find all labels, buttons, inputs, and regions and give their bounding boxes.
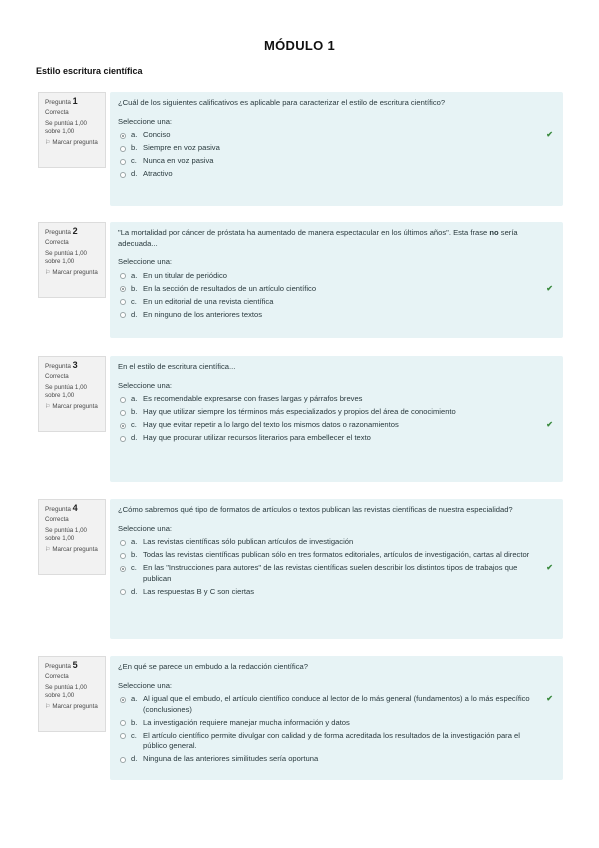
check-icon: ✔ xyxy=(546,563,553,572)
option-text: Ninguna de las anteriores similitudes sería oportuna xyxy=(143,754,319,763)
question-stem: ¿Cómo sabremos qué tipo de formatos de artículos o textos publican las revistas científicas de nuestra especialidad? xyxy=(118,505,513,514)
page-title: MÓDULO 1 xyxy=(263,38,335,53)
question-label: Pregunta xyxy=(45,229,71,236)
question-content xyxy=(110,499,563,639)
points-label: Se puntúa 1,00 sobre 1,00 xyxy=(45,250,87,265)
select-prompt: Seleccione una: xyxy=(118,380,173,390)
radio-button[interactable] xyxy=(120,720,126,726)
option-d[interactable] xyxy=(118,169,555,180)
option-text: En la sección de resultados de un artículo científico xyxy=(143,283,317,293)
option-d[interactable] xyxy=(118,310,555,321)
flag-question-link[interactable] xyxy=(45,546,100,554)
section-title: Estilo escritura científica xyxy=(36,66,143,76)
option-letter: d. xyxy=(131,169,138,178)
option-a[interactable] xyxy=(118,694,555,715)
select-prompt: Seleccione una: xyxy=(118,257,173,266)
question-stem: En el estilo de escritura científica... xyxy=(118,362,236,371)
question-label: Pregunta xyxy=(45,99,71,106)
select-prompt: Seleccione una: xyxy=(118,523,173,533)
status-label: Correcta xyxy=(45,373,69,380)
flag-icon: ⚐ xyxy=(45,270,51,276)
status-label: Correcta xyxy=(45,516,69,523)
option-d[interactable] xyxy=(118,754,555,765)
option-c[interactable] xyxy=(118,563,555,584)
radio-button[interactable] xyxy=(120,423,126,429)
flag-icon: ⚐ xyxy=(45,704,51,710)
radio-button[interactable] xyxy=(120,410,126,416)
radio-button[interactable] xyxy=(120,697,126,703)
question-label: Pregunta xyxy=(45,506,71,513)
option-text: En un editorial de una revista científica xyxy=(143,296,274,306)
status-label: Correcta xyxy=(45,673,69,680)
flag-label: Marcar pregunta xyxy=(52,703,98,710)
option-d[interactable] xyxy=(118,587,555,598)
status-label: Correcta xyxy=(45,109,69,116)
check-icon: ✔ xyxy=(546,130,553,139)
flag-question-link[interactable] xyxy=(45,269,100,277)
option-a[interactable] xyxy=(118,394,555,405)
option-text: Conciso xyxy=(143,130,171,139)
option-text: El artículo científico permite divulgar con calidad y de forma acreditada los resultados de la investigación para el público general. xyxy=(143,730,520,750)
option-b[interactable] xyxy=(118,718,555,729)
option-letter: b. xyxy=(131,283,138,293)
question-info xyxy=(38,356,106,432)
option-letter: c. xyxy=(131,420,137,429)
option-text: Nunca en voz pasiva xyxy=(143,156,214,165)
radio-button[interactable] xyxy=(120,312,126,318)
option-a[interactable] xyxy=(118,130,555,141)
question-info xyxy=(38,499,106,575)
question-2 xyxy=(36,222,563,340)
option-c[interactable] xyxy=(118,297,555,308)
question-3 xyxy=(36,356,563,484)
points-label: Se puntúa 1,00 sobre 1,00 xyxy=(45,684,87,699)
check-icon: ✔ xyxy=(546,420,553,429)
option-letter: a. xyxy=(131,694,138,703)
option-text: Atractivo xyxy=(143,169,173,178)
option-text: La investigación requiere manejar mucha información y datos xyxy=(143,717,350,727)
radio-button[interactable] xyxy=(120,733,126,739)
flag-icon: ⚐ xyxy=(45,404,51,410)
option-text: Siempre en voz pasiva xyxy=(143,143,220,152)
option-a[interactable] xyxy=(118,271,555,282)
option-letter: c. xyxy=(131,296,137,306)
points-label: Se puntúa 1,00 sobre 1,00 xyxy=(45,384,87,399)
question-content xyxy=(110,222,563,338)
flag-label: Marcar pregunta xyxy=(52,139,98,146)
option-text: Hay que evitar repetir a lo largo del texto los mismos datos o razonamientos xyxy=(143,420,399,429)
question-content xyxy=(110,656,563,780)
question-info xyxy=(38,656,106,732)
radio-button[interactable] xyxy=(120,757,126,763)
option-text: Las respuestas B y C son ciertas xyxy=(143,586,255,596)
question-5 xyxy=(36,656,563,780)
option-letter: c. xyxy=(131,156,137,165)
flag-question-link[interactable] xyxy=(45,703,100,711)
question-content xyxy=(110,356,563,482)
radio-button[interactable] xyxy=(120,146,126,152)
question-number: 3 xyxy=(72,360,78,370)
option-text: En las "Instrucciones para autores" de las revistas científicas suelen describir los distintos tipos de trabajos que publican xyxy=(143,563,518,583)
radio-button[interactable] xyxy=(120,286,126,292)
radio-button[interactable] xyxy=(120,566,126,572)
option-c[interactable] xyxy=(118,420,555,431)
radio-button[interactable] xyxy=(120,589,126,595)
radio-button[interactable] xyxy=(120,540,126,546)
radio-button[interactable] xyxy=(120,397,126,403)
points-label: Se puntúa 1,00 sobre 1,00 xyxy=(45,527,87,542)
stem-text: "La mortalidad por cáncer de próstata ha aumentado de manera espectacular en los últimos años". Esta frase xyxy=(118,228,490,237)
question-info xyxy=(38,92,106,168)
option-text: En un titular de periódico xyxy=(143,270,228,280)
option-text: Hay que procurar utilizar recursos literarios para embellecer el texto xyxy=(143,433,371,442)
option-letter: b. xyxy=(131,717,138,727)
option-b[interactable] xyxy=(118,550,555,561)
option-text: Al igual que el embudo, el artículo científico conduce al lector de lo más general (fundamentos) a lo más específico (conclusiones) xyxy=(143,694,530,714)
flag-label: Marcar pregunta xyxy=(52,403,98,410)
option-letter: a. xyxy=(131,537,138,546)
radio-button[interactable] xyxy=(120,273,126,279)
option-text: En ninguno de los anteriores textos xyxy=(143,309,263,319)
option-a[interactable] xyxy=(118,537,555,548)
option-letter: b. xyxy=(131,407,138,416)
question-stem xyxy=(118,228,555,249)
question-4 xyxy=(36,499,563,641)
radio-button[interactable] xyxy=(120,133,126,139)
check-icon: ✔ xyxy=(546,283,553,293)
question-label: Pregunta xyxy=(45,363,71,370)
option-d[interactable] xyxy=(118,433,555,444)
option-letter: a. xyxy=(131,130,138,139)
question-stem: ¿En qué se parece un embudo a la redacción científica? xyxy=(118,662,308,671)
option-letter: c. xyxy=(131,563,137,572)
status-label: Correcta xyxy=(45,239,69,246)
option-b[interactable] xyxy=(118,143,555,154)
question-number: 1 xyxy=(72,96,78,106)
question-info xyxy=(38,222,106,298)
option-b[interactable] xyxy=(118,284,555,295)
option-letter: a. xyxy=(131,394,138,403)
radio-button[interactable] xyxy=(120,436,126,442)
flag-icon: ⚐ xyxy=(45,547,51,553)
question-stem: ¿Cuál de los siguientes calificativos es aplicable para caracterizar el estilo de escritura científico? xyxy=(118,98,446,107)
question-label: Pregunta xyxy=(45,663,71,670)
option-text: Hay que utilizar siempre los términos más especializados y propios del área de conocimiento xyxy=(143,407,456,416)
radio-button[interactable] xyxy=(120,299,126,305)
flag-question-link[interactable] xyxy=(45,139,100,147)
question-number: 2 xyxy=(72,226,78,236)
radio-button[interactable] xyxy=(120,172,126,178)
radio-button[interactable] xyxy=(120,159,126,165)
option-letter: c. xyxy=(131,730,137,740)
option-text: Las revistas científicas sólo publican artículos de investigación xyxy=(143,537,354,546)
flag-label: Marcar pregunta xyxy=(52,546,98,553)
question-content xyxy=(110,92,563,206)
question-number: 4 xyxy=(72,503,78,513)
option-c[interactable] xyxy=(118,731,555,752)
option-letter: b. xyxy=(131,550,138,559)
option-letter: a. xyxy=(131,270,138,280)
check-icon: ✔ xyxy=(546,694,553,703)
option-letter: d. xyxy=(131,433,138,442)
flag-question-link[interactable] xyxy=(45,403,100,411)
option-text: Todas las revistas científicas publican sólo en tres formatos editoriales, artículos de investigación, cartas al director xyxy=(143,550,530,559)
option-letter: d. xyxy=(131,586,138,596)
option-letter: b. xyxy=(131,143,138,152)
option-letter: d. xyxy=(131,309,138,319)
question-1 xyxy=(36,92,563,210)
question-number: 5 xyxy=(72,660,78,670)
option-b[interactable] xyxy=(118,407,555,418)
select-prompt: Seleccione una: xyxy=(118,116,173,126)
stem-text: sería adecuada... xyxy=(118,228,518,248)
stem-emphasis: no xyxy=(489,228,499,237)
flag-label: Marcar pregunta xyxy=(52,269,98,276)
option-c[interactable] xyxy=(118,156,555,167)
select-prompt: Seleccione una: xyxy=(118,680,173,690)
points-label: Se puntúa 1,00 sobre 1,00 xyxy=(45,120,87,135)
flag-icon: ⚐ xyxy=(45,140,51,146)
option-text: Es recomendable expresarse con frases largas y párrafos breves xyxy=(143,394,363,403)
option-letter: d. xyxy=(131,754,138,763)
radio-button[interactable] xyxy=(120,553,126,559)
